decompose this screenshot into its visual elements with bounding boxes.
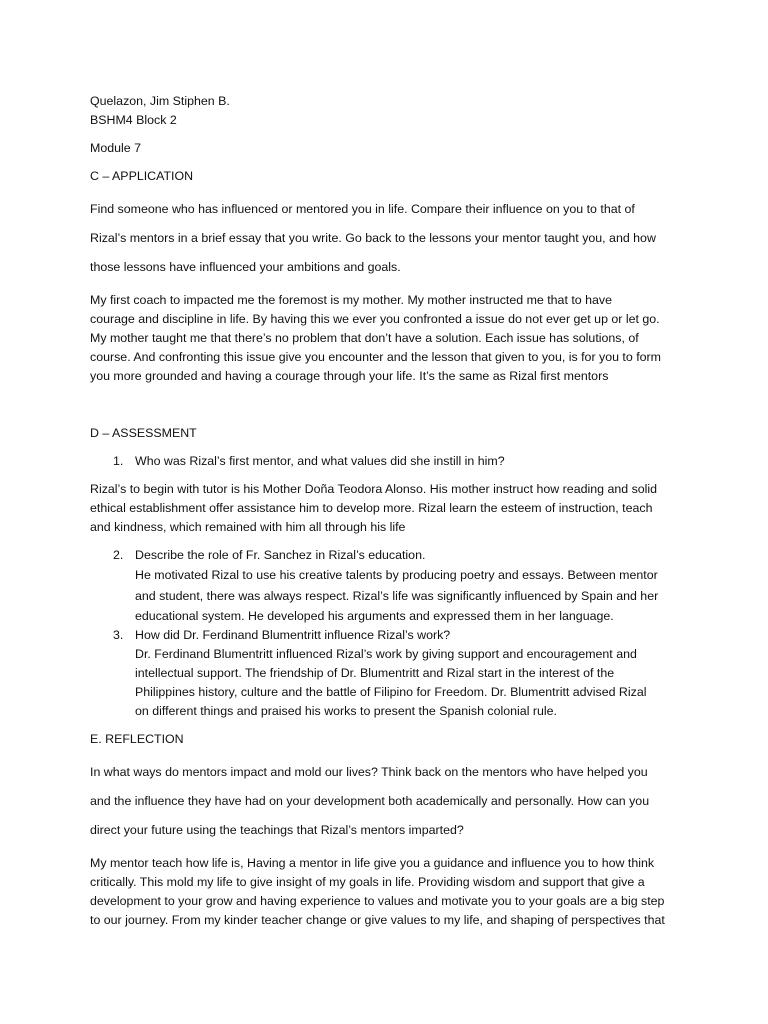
student-name: Quelazon, Jim Stiphen B. (90, 94, 230, 108)
reflection-answer-line: critically. This mold my life to give insight of my goals in life. Providing wisdom and support that give a (90, 875, 645, 889)
application-prompt (90, 195, 680, 282)
application-answer-line: courage and discipline in life. By having this we ever you confronted a issue do not ever get up or let go. (90, 312, 660, 326)
assessment-list-2 (90, 546, 680, 721)
question-item (90, 452, 680, 471)
answer-line: and kindness, which remained with him all through his life (90, 520, 406, 534)
reflection-prompt-line: and the influence they have had on your development both academically and personally. How can you (90, 794, 650, 808)
reflection-answer-line: to our journey. From my kinder teacher change or give values to my life, and shaping of perspectives that (90, 913, 665, 927)
application-answer-line: My first coach to impacted me the foremost is my mother. My mother instructed me that to have (90, 293, 612, 307)
answer-line: Philippines history, culture and the battle of Filipino for Freedom. Dr. Blumentritt advised Rizal (135, 685, 647, 699)
answer-line: educational system. He developed his arguments and expressed them in her language. (135, 609, 614, 623)
answer-1 (90, 480, 680, 537)
reflection-answer-line: development to your grow and having experience to values and motivate you to your goals are a big step (90, 894, 665, 908)
question-text: Describe the role of Fr. Sanchez in Rizal’s education. (135, 548, 426, 562)
question-item (90, 626, 680, 721)
question-item (90, 546, 680, 626)
reflection-heading: E. REFLECTION (90, 732, 184, 746)
reflection-answer (90, 854, 680, 930)
answer-line: He motivated Rizal to use his creative talents by producing poetry and essays. Between mentor (135, 568, 658, 582)
reflection-prompt (90, 758, 680, 845)
answer-line: ethical establishment offer assistance him to develop more. Rizal learn the esteem of instruction, teach (90, 501, 653, 515)
answer-line: intellectual support. The friendship of Dr. Blumentritt and Rizal start in the interest of the (135, 666, 615, 680)
application-prompt-line: those lessons have influenced your ambitions and goals. (90, 260, 401, 274)
student-section: BSHM4 Block 2 (90, 113, 177, 127)
module-title: Module 7 (90, 141, 141, 155)
application-prompt-line: Find someone who has influenced or mentored you in life. Compare their influence on you to that of (90, 202, 635, 216)
application-answer-line: My mother taught me that there’s no problem that don’t have a solution. Each issue has solutions, of (90, 331, 639, 345)
answer-line: Rizal’s to begin with tutor is his Mother Doña Teodora Alonso. His mother instruct how reading and solid (90, 482, 658, 496)
question-number: 1. (113, 454, 124, 468)
assessment-list-1 (90, 452, 680, 471)
answer-line: on different things and praised his works to present the Spanish colonial rule. (135, 704, 557, 718)
question-text: Who was Rizal’s first mentor, and what values did she instill in him? (135, 454, 505, 468)
application-answer-line: course. And confronting this issue give you encounter and the lesson that given to you, is for you to form (90, 350, 661, 364)
application-answer (90, 291, 680, 386)
reflection-prompt-line: direct your future using the teachings that Rizal’s mentors imparted? (90, 823, 464, 837)
question-text: How did Dr. Ferdinand Blumentritt influence Rizal’s work? (135, 628, 451, 642)
answer-line: Dr. Ferdinand Blumentritt influenced Rizal’s work by giving support and encouragement and (135, 647, 637, 661)
answer-line: and student, there was always respect. Rizal’s life was significantly influenced by Spain and her (135, 589, 659, 603)
application-answer-line: you more grounded and having a courage through your life. It’s the same as Rizal first mentors (90, 369, 609, 383)
question-number: 2. (113, 548, 124, 562)
reflection-answer-line: My mentor teach how life is, Having a mentor in life give you a guidance and influence you to how think (90, 856, 655, 870)
application-heading: C – APPLICATION (90, 169, 194, 183)
assessment-heading: D – ASSESSMENT (90, 426, 197, 440)
application-prompt-line: Rizal’s mentors in a brief essay that you write. Go back to the lessons your mentor taught you, and how (90, 231, 656, 245)
question-number: 3. (113, 628, 124, 642)
reflection-prompt-line: In what ways do mentors impact and mold our lives? Think back on the mentors who have helped you (90, 765, 648, 779)
